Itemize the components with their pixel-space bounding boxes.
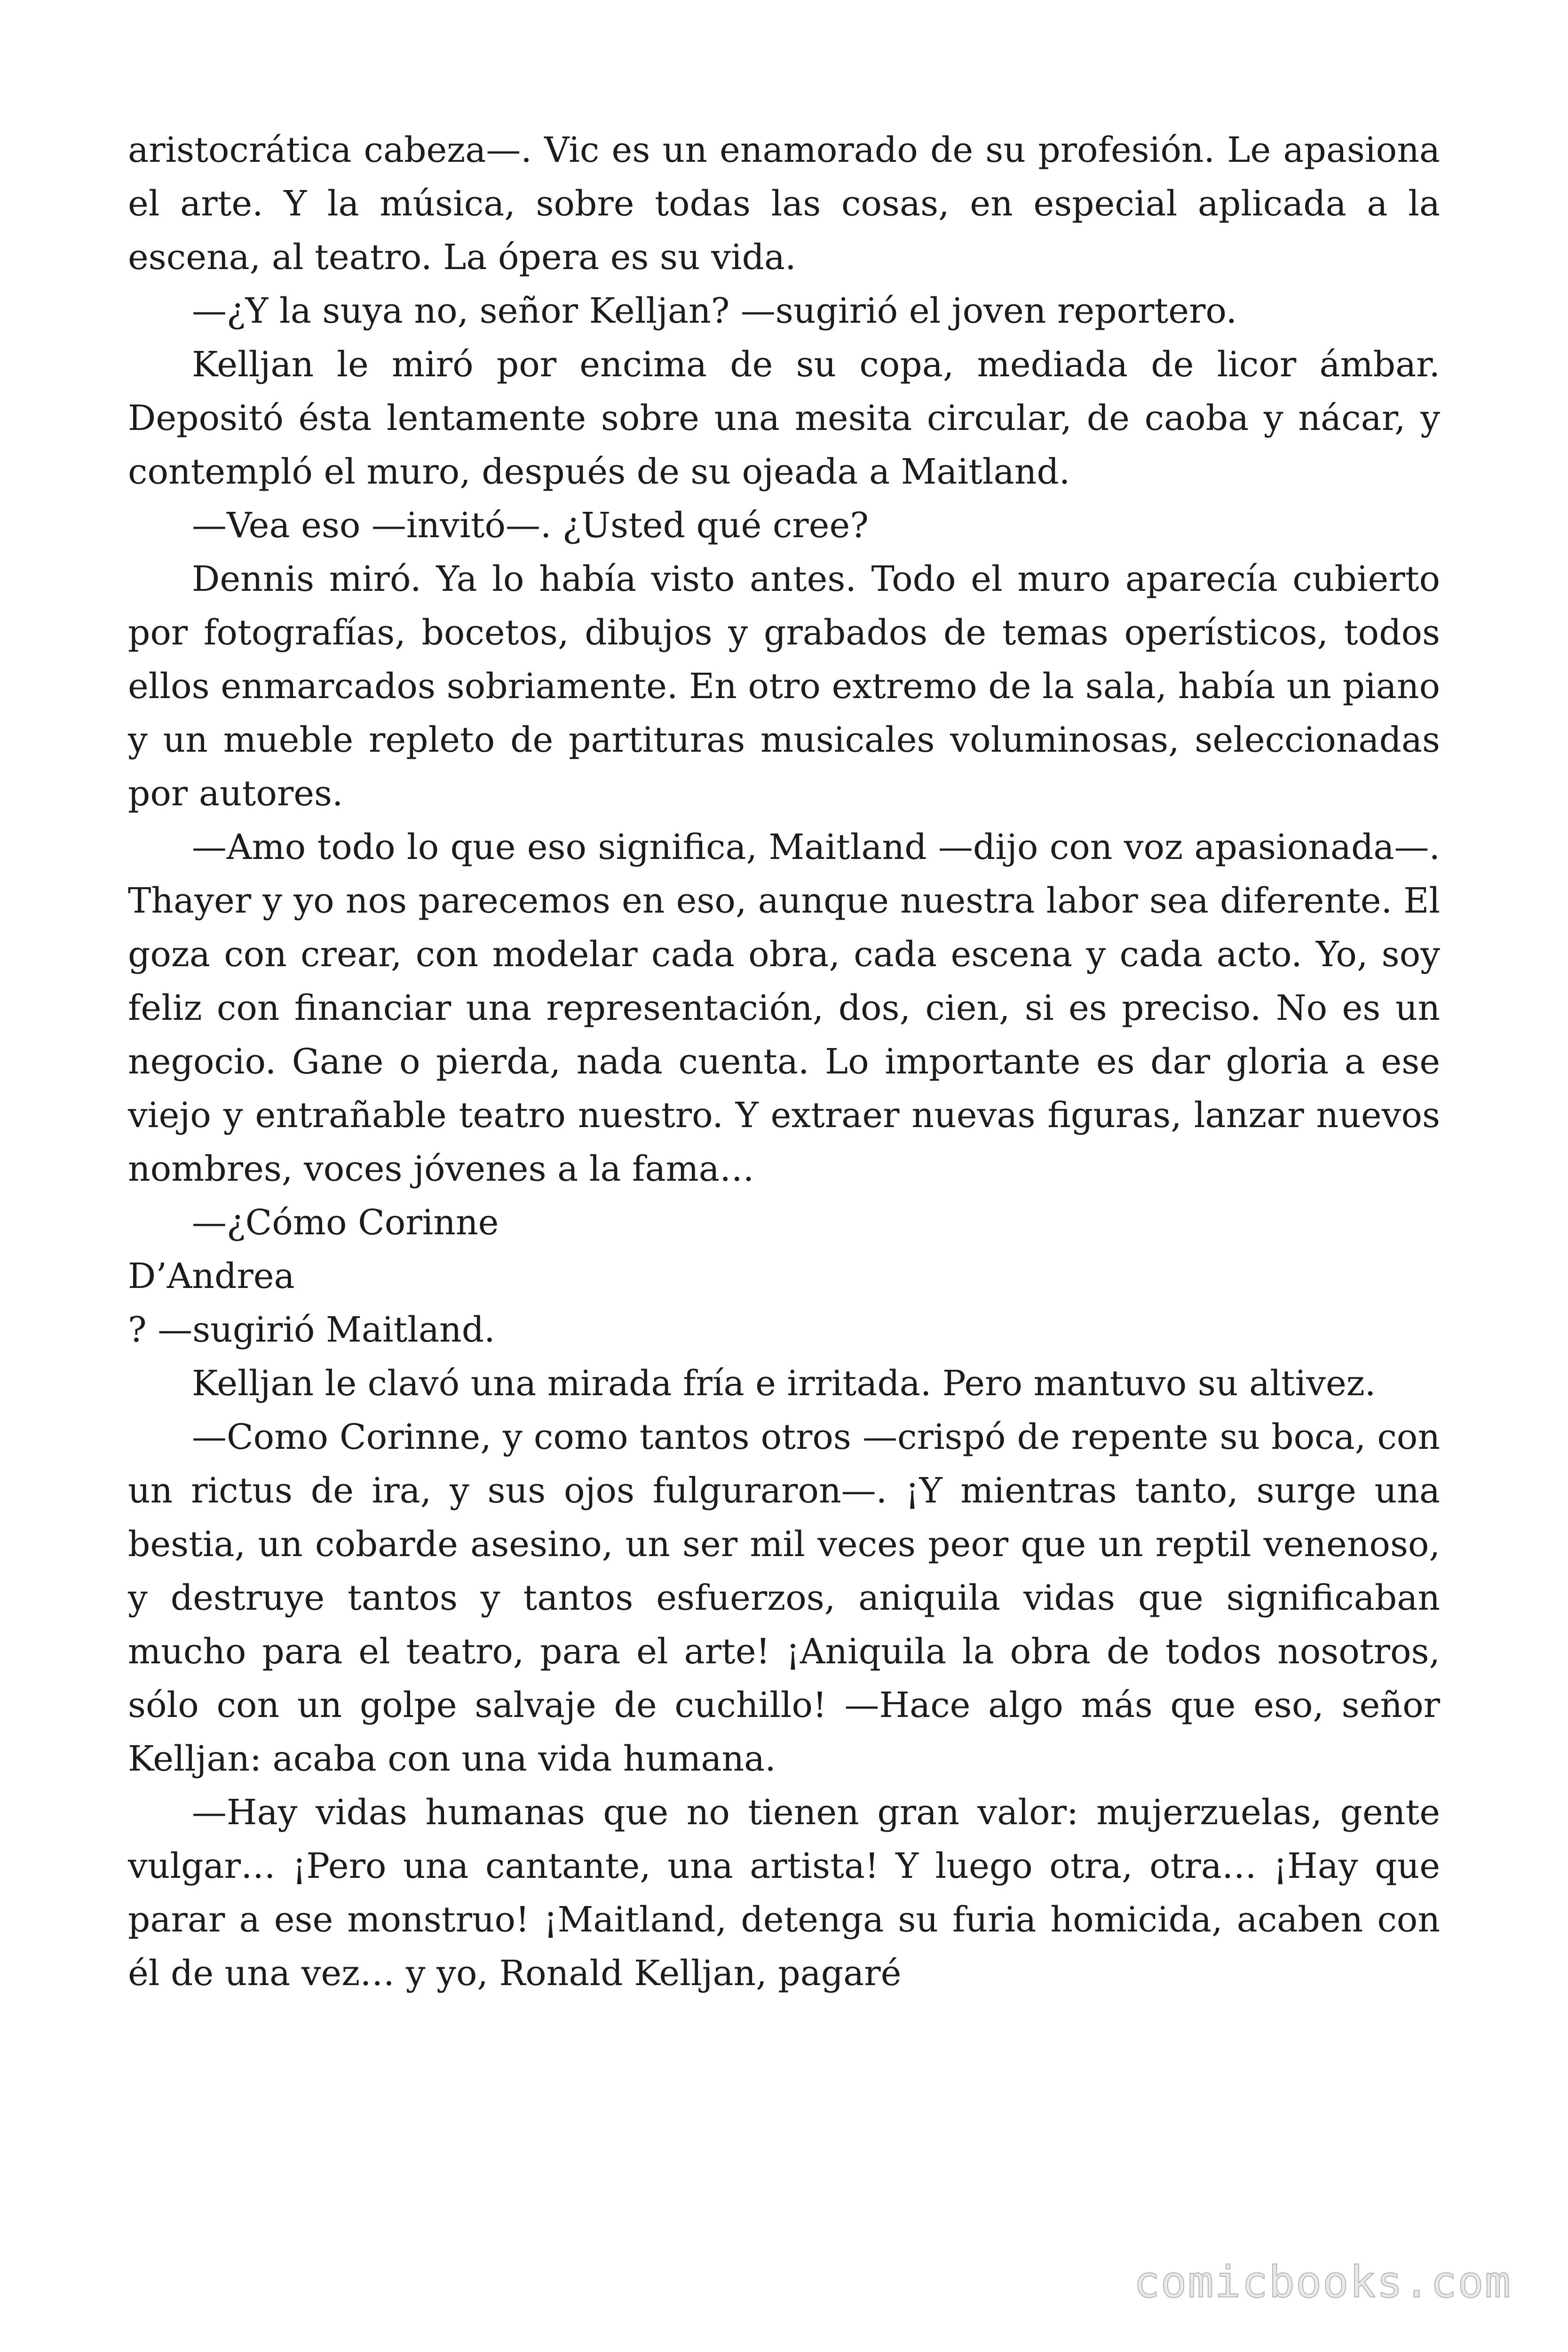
paragraph-1: aristocrática cabeza—. Vic es un enamorado de su profesión. Le apasiona el arte. Y la música, sobre todas las cosas, en especial aplicada a la escena, al teatro. La ópera es su vida. — [128, 130, 1440, 278]
body-text — [128, 123, 1440, 2000]
paragraph-4: —Vea eso —invitó—. ¿Usted qué cree? — [192, 505, 869, 546]
paragraph-5: Dennis miró. Ya lo había visto antes. Todo el muro aparecía cubierto por fotografías, bocetos, dibujos y grabados de temas operísticos, todos ellos enmarcados sobriamente. En otro extremo de la sala, había un piano y un mueble repleto de partituras musicales voluminosas, seleccionadas por autores. — [128, 559, 1440, 814]
paragraph-7-line-2: D’Andrea — [128, 1256, 295, 1296]
paragraph-10: —Hay vidas humanas que no tienen gran valor: mujerzuelas, gente vulgar… ¡Pero una cantante, una artista! Y luego otra, otra… ¡Hay que parar a ese monstruo! ¡Maitland, detenga su furia homicida, acaben con él de una vez… y yo, Ronald Kelljan, pagaré — [128, 1792, 1440, 1994]
paragraph-7-line-1: —¿Cómo Corinne — [192, 1202, 499, 1243]
paragraph-6: —Amo todo lo que eso significa, Maitland —dijo con voz apasionada—. Thayer y yo nos parecemos en eso, aunque nuestra labor sea diferente. El goza con crear, con modelar cada obra, cada escena y cada acto. Yo, soy feliz con financiar una representación, dos, cien, si es preciso. No es un negocio. Gane o pierda, nada cuenta. Lo importante es dar gloria a ese viejo y entrañable teatro nuestro. Y extraer nuevas figuras, lanzar nuevos nombres, voces jóvenes a la fama… — [128, 827, 1440, 1189]
paragraph-7-line-3: ? —sugirió Maitland. — [128, 1310, 495, 1350]
watermark: comicbooks.com — [1133, 2257, 1512, 2307]
paragraph-9: —Como Corinne, y como tantos otros —crispó de repente su boca, con un rictus de ira, y sus ojos fulguraron—. ¡Y mientras tanto, surge una bestia, un cobarde asesino, un ser mil veces peor que un reptil venenoso, y destruye tantos y tantos esfuerzos, aniquila vidas que significaban mucho para el teatro, para el arte! ¡Aniquila la obra de todos nosotros, sólo con un golpe salvaje de cuchillo! —Hace algo más que eso, señor Kelljan: acaba con una vida humana. — [128, 1417, 1440, 1779]
paragraph-8: Kelljan le clavó una mirada fría e irritada. Pero mantuvo su altivez. — [192, 1363, 1376, 1404]
paragraph-3: Kelljan le miró por encima de su copa, mediada de licor ámbar. Depositó ésta lentamente sobre una mesita circular, de caoba y nácar, y contempló el muro, después de su ojeada a Maitland. — [128, 344, 1440, 492]
paragraph-2: —¿Y la suya no, señor Kelljan? —sugirió el joven reportero. — [192, 291, 1237, 331]
